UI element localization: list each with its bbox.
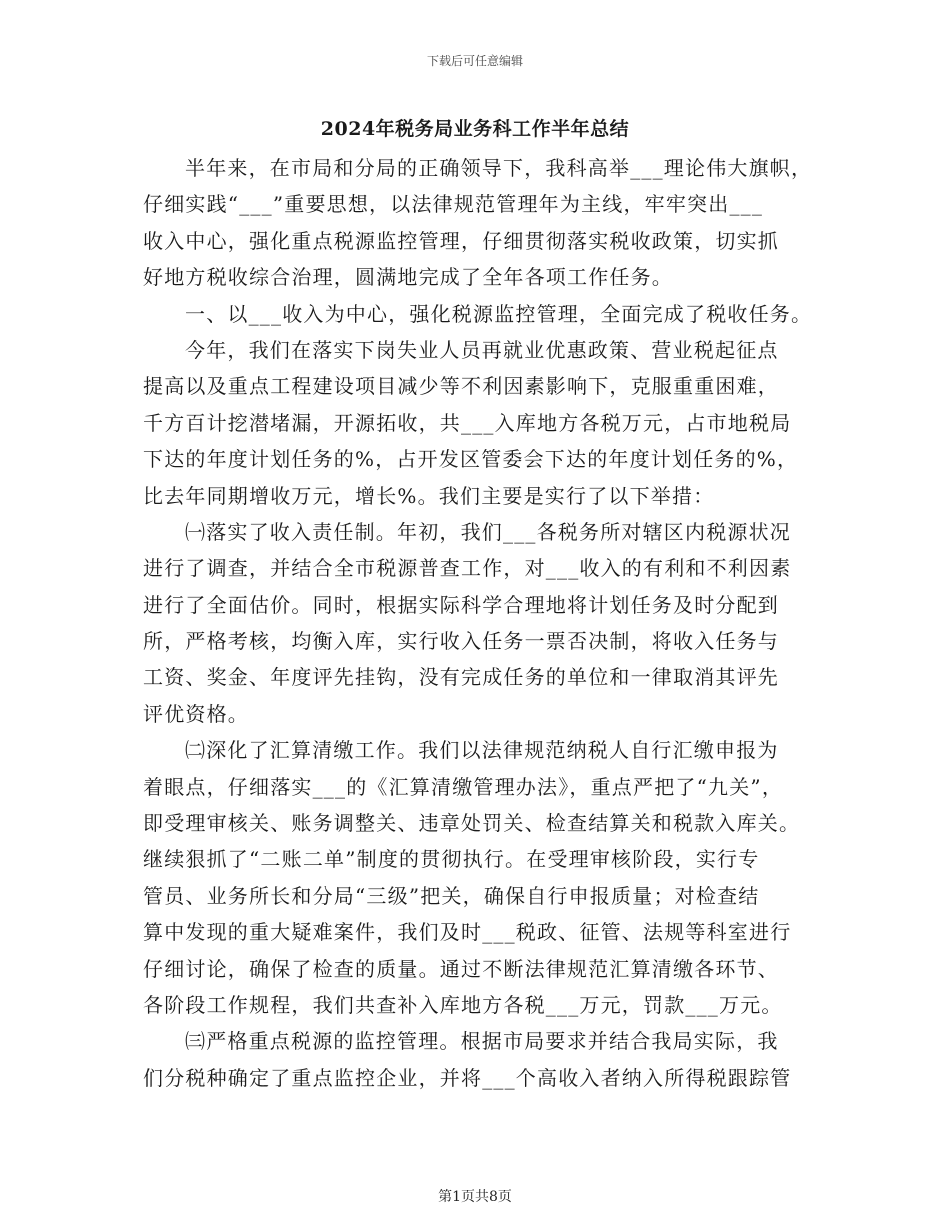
- page-number: 第1页共8页: [438, 1189, 512, 1205]
- paragraph-line: 各阶段工作规程，我们共查补入库地方各税___万元，罚款___万元。: [143, 992, 783, 1017]
- paragraph-line: 好地方税收综合治理，圆满地完成了全年各项工作任务。: [143, 265, 673, 290]
- page-header-note: 下载后可任意编辑: [426, 54, 523, 68]
- paragraph-line: 评优资格。: [143, 701, 249, 726]
- paragraph-line: ㈠落实了收入责任制。年初，我们___各税务所对辖区内税源状况: [185, 519, 791, 544]
- paragraph-line: 进行了全面估价。同时，根据实际科学合理地将计划任务及时分配到: [143, 592, 779, 617]
- document-body: [143, 150, 823, 1096]
- paragraph-line: 今年，我们在落实下岗失业人员再就业优惠政策、营业税起征点: [185, 337, 779, 362]
- paragraph-line: ㈡深化了汇算清缴工作。我们以法律规范纳税人自行汇缴申报为: [185, 738, 779, 763]
- paragraph-line: 比去年同期增收万元，增长%。我们主要是实行了以下举措：: [143, 483, 715, 508]
- paragraph-line: 着眼点，仔细落实___的《汇算清缴管理办法》，重点严把了“九关”，: [143, 774, 784, 799]
- paragraph-line: 管员、业务所长和分局“三级”把关，确保自行申报质量；对检查结: [143, 883, 760, 908]
- paragraph-line: 仔细讨论，确保了检查的质量。通过不断法律规范汇算清缴各环节、: [143, 956, 779, 981]
- paragraph-line: 算中发现的重大疑难案件，我们及时___税政、征管、法规等科室进行: [143, 920, 792, 945]
- paragraph-line: 们分税种确定了重点监控企业，并将___个高收入者纳入所得税跟踪管: [143, 1065, 792, 1090]
- paragraph-line: 下达的年度计划任务的%，占开发区管委会下达的年度计划任务的%，: [143, 447, 799, 472]
- document-title: 2024年税务局业务科工作半年总结: [320, 118, 630, 140]
- paragraph-line: 即受理审核关、账务调整关、违章处罚关、检查结算关和税款入库关。: [143, 811, 801, 836]
- paragraph-line: 所，严格考核，均衡入库，实行收入任务一票否决制，将收入任务与: [143, 629, 779, 654]
- paragraph-line: 提高以及重点工程建设项目减少等不利因素影响下，克服重重困难，: [143, 374, 779, 399]
- paragraph-line: 千方百计挖潜堵漏，开源拓收，共___入库地方各税万元，占市地税局: [143, 410, 792, 435]
- paragraph-line: 仔细实践“___”重要思想，以法律规范管理年为主线，牢牢突出___: [143, 192, 764, 217]
- paragraph-line: 继续狠抓了“二账二单”制度的贯彻执行。在受理审核阶段，实行专: [143, 847, 760, 872]
- paragraph-line: ㈢严格重点税源的监控管理。根据市局要求并结合我局实际，我: [185, 1029, 779, 1054]
- paragraph-line: 工资、奖金、年度评先挂钩，没有完成任务的单位和一律取消其评先: [143, 665, 779, 690]
- paragraph-line: 进行了调查，并结合全市税源普查工作，对___收入的有利和不利因素: [143, 556, 792, 581]
- paragraph-line: 收入中心，强化重点税源监控管理，仔细贯彻落实税收政策，切实抓: [143, 228, 779, 253]
- paragraph-line: 半年来，在市局和分局的正确领导下，我科高举___理论伟大旗帜，: [185, 156, 813, 180]
- section-heading-line: 一、以___收入为中心，强化税源监控管理，全面完成了税收任务。: [185, 301, 813, 326]
